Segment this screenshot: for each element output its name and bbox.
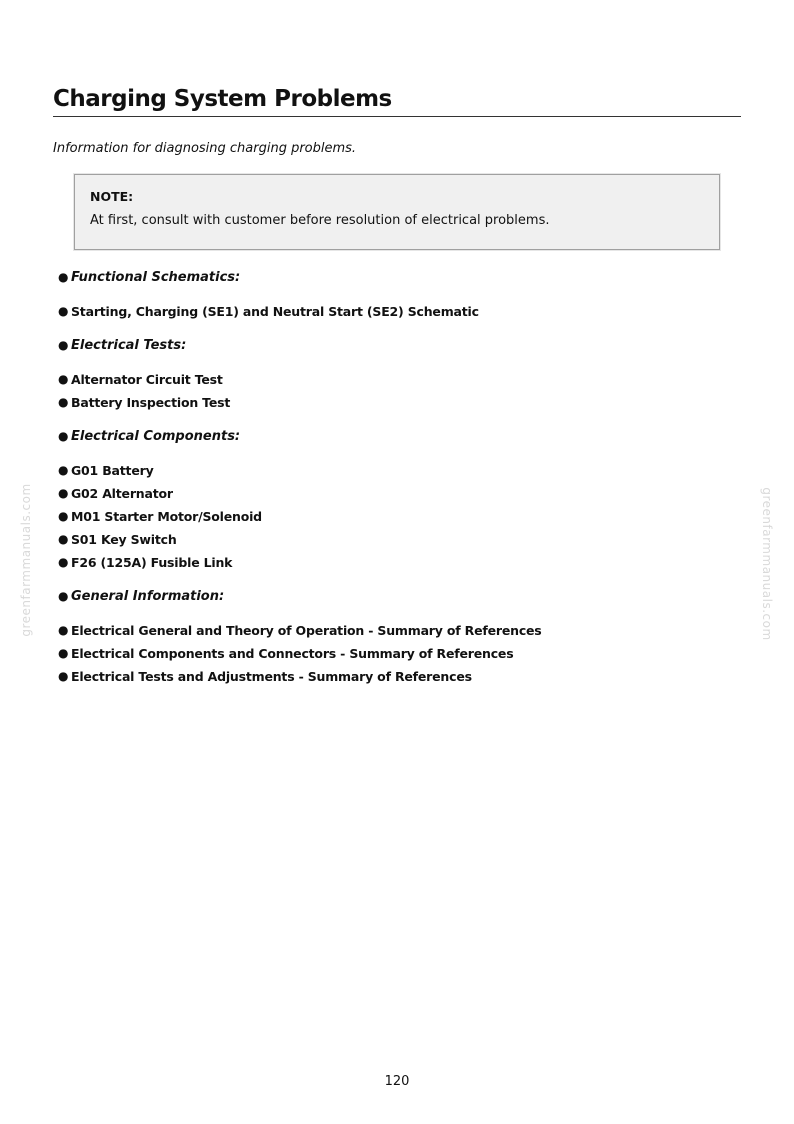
page-number: 120	[384, 1074, 410, 1089]
section-heading-electrical-tests: ● Electrical Tests:	[58, 334, 542, 357]
section-heading-electrical-components: ● Electrical Components:	[58, 425, 542, 448]
page-title: Charging System Problems	[53, 86, 741, 117]
link-electrical-components-connectors[interactable]: ● Electrical Components and Connectors - Summary of References	[58, 642, 542, 665]
bullet-icon: ●	[58, 338, 69, 352]
watermark-right: greenfarmmanuals.com	[760, 487, 774, 641]
bullet-icon: ●	[58, 304, 69, 318]
link-m01-starter-motor[interactable]: ● M01 Starter Motor/Solenoid	[58, 505, 542, 528]
link-g01-battery[interactable]: ● G01 Battery	[58, 459, 542, 482]
link-s01-key-switch[interactable]: ● S01 Key Switch	[58, 528, 542, 551]
section-heading-general-information: ● General Information:	[58, 585, 542, 608]
bullet-icon: ●	[58, 669, 69, 683]
bullet-icon: ●	[58, 372, 69, 386]
bullet-icon: ●	[58, 646, 69, 660]
section-heading-functional-schematics: ● Functional Schematics:	[58, 266, 542, 289]
page-subtitle: Information for diagnosing charging problems.	[53, 141, 357, 156]
bullet-icon: ●	[58, 555, 69, 569]
bullet-icon: ●	[58, 532, 69, 546]
bullet-icon: ●	[58, 270, 69, 284]
bullet-icon: ●	[58, 623, 69, 637]
note-label: NOTE:	[90, 189, 134, 204]
link-electrical-general-theory[interactable]: ● Electrical General and Theory of Operation - Summary of References	[58, 619, 542, 642]
watermark-left: greenfarmmanuals.com	[19, 483, 33, 637]
link-alternator-circuit-test[interactable]: ● Alternator Circuit Test	[58, 368, 542, 391]
reference-list	[58, 266, 542, 688]
link-g02-alternator[interactable]: ● G02 Alternator	[58, 482, 542, 505]
note-box	[74, 174, 720, 250]
bullet-icon: ●	[58, 463, 69, 477]
note-text: At first, consult with customer before resolution of electrical problems.	[90, 213, 550, 228]
bullet-icon: ●	[58, 486, 69, 500]
link-f26-fusible-link[interactable]: ● F26 (125A) Fusible Link	[58, 551, 542, 574]
bullet-icon: ●	[58, 509, 69, 523]
link-battery-inspection-test[interactable]: ● Battery Inspection Test	[58, 391, 542, 414]
bullet-icon: ●	[58, 589, 69, 603]
link-se1-se2-schematic[interactable]: ● Starting, Charging (SE1) and Neutral Start (SE2) Schematic	[58, 300, 542, 323]
bullet-icon: ●	[58, 395, 69, 409]
bullet-icon: ●	[58, 429, 69, 443]
link-electrical-tests-adjustments[interactable]: ● Electrical Tests and Adjustments - Summary of References	[58, 665, 542, 688]
